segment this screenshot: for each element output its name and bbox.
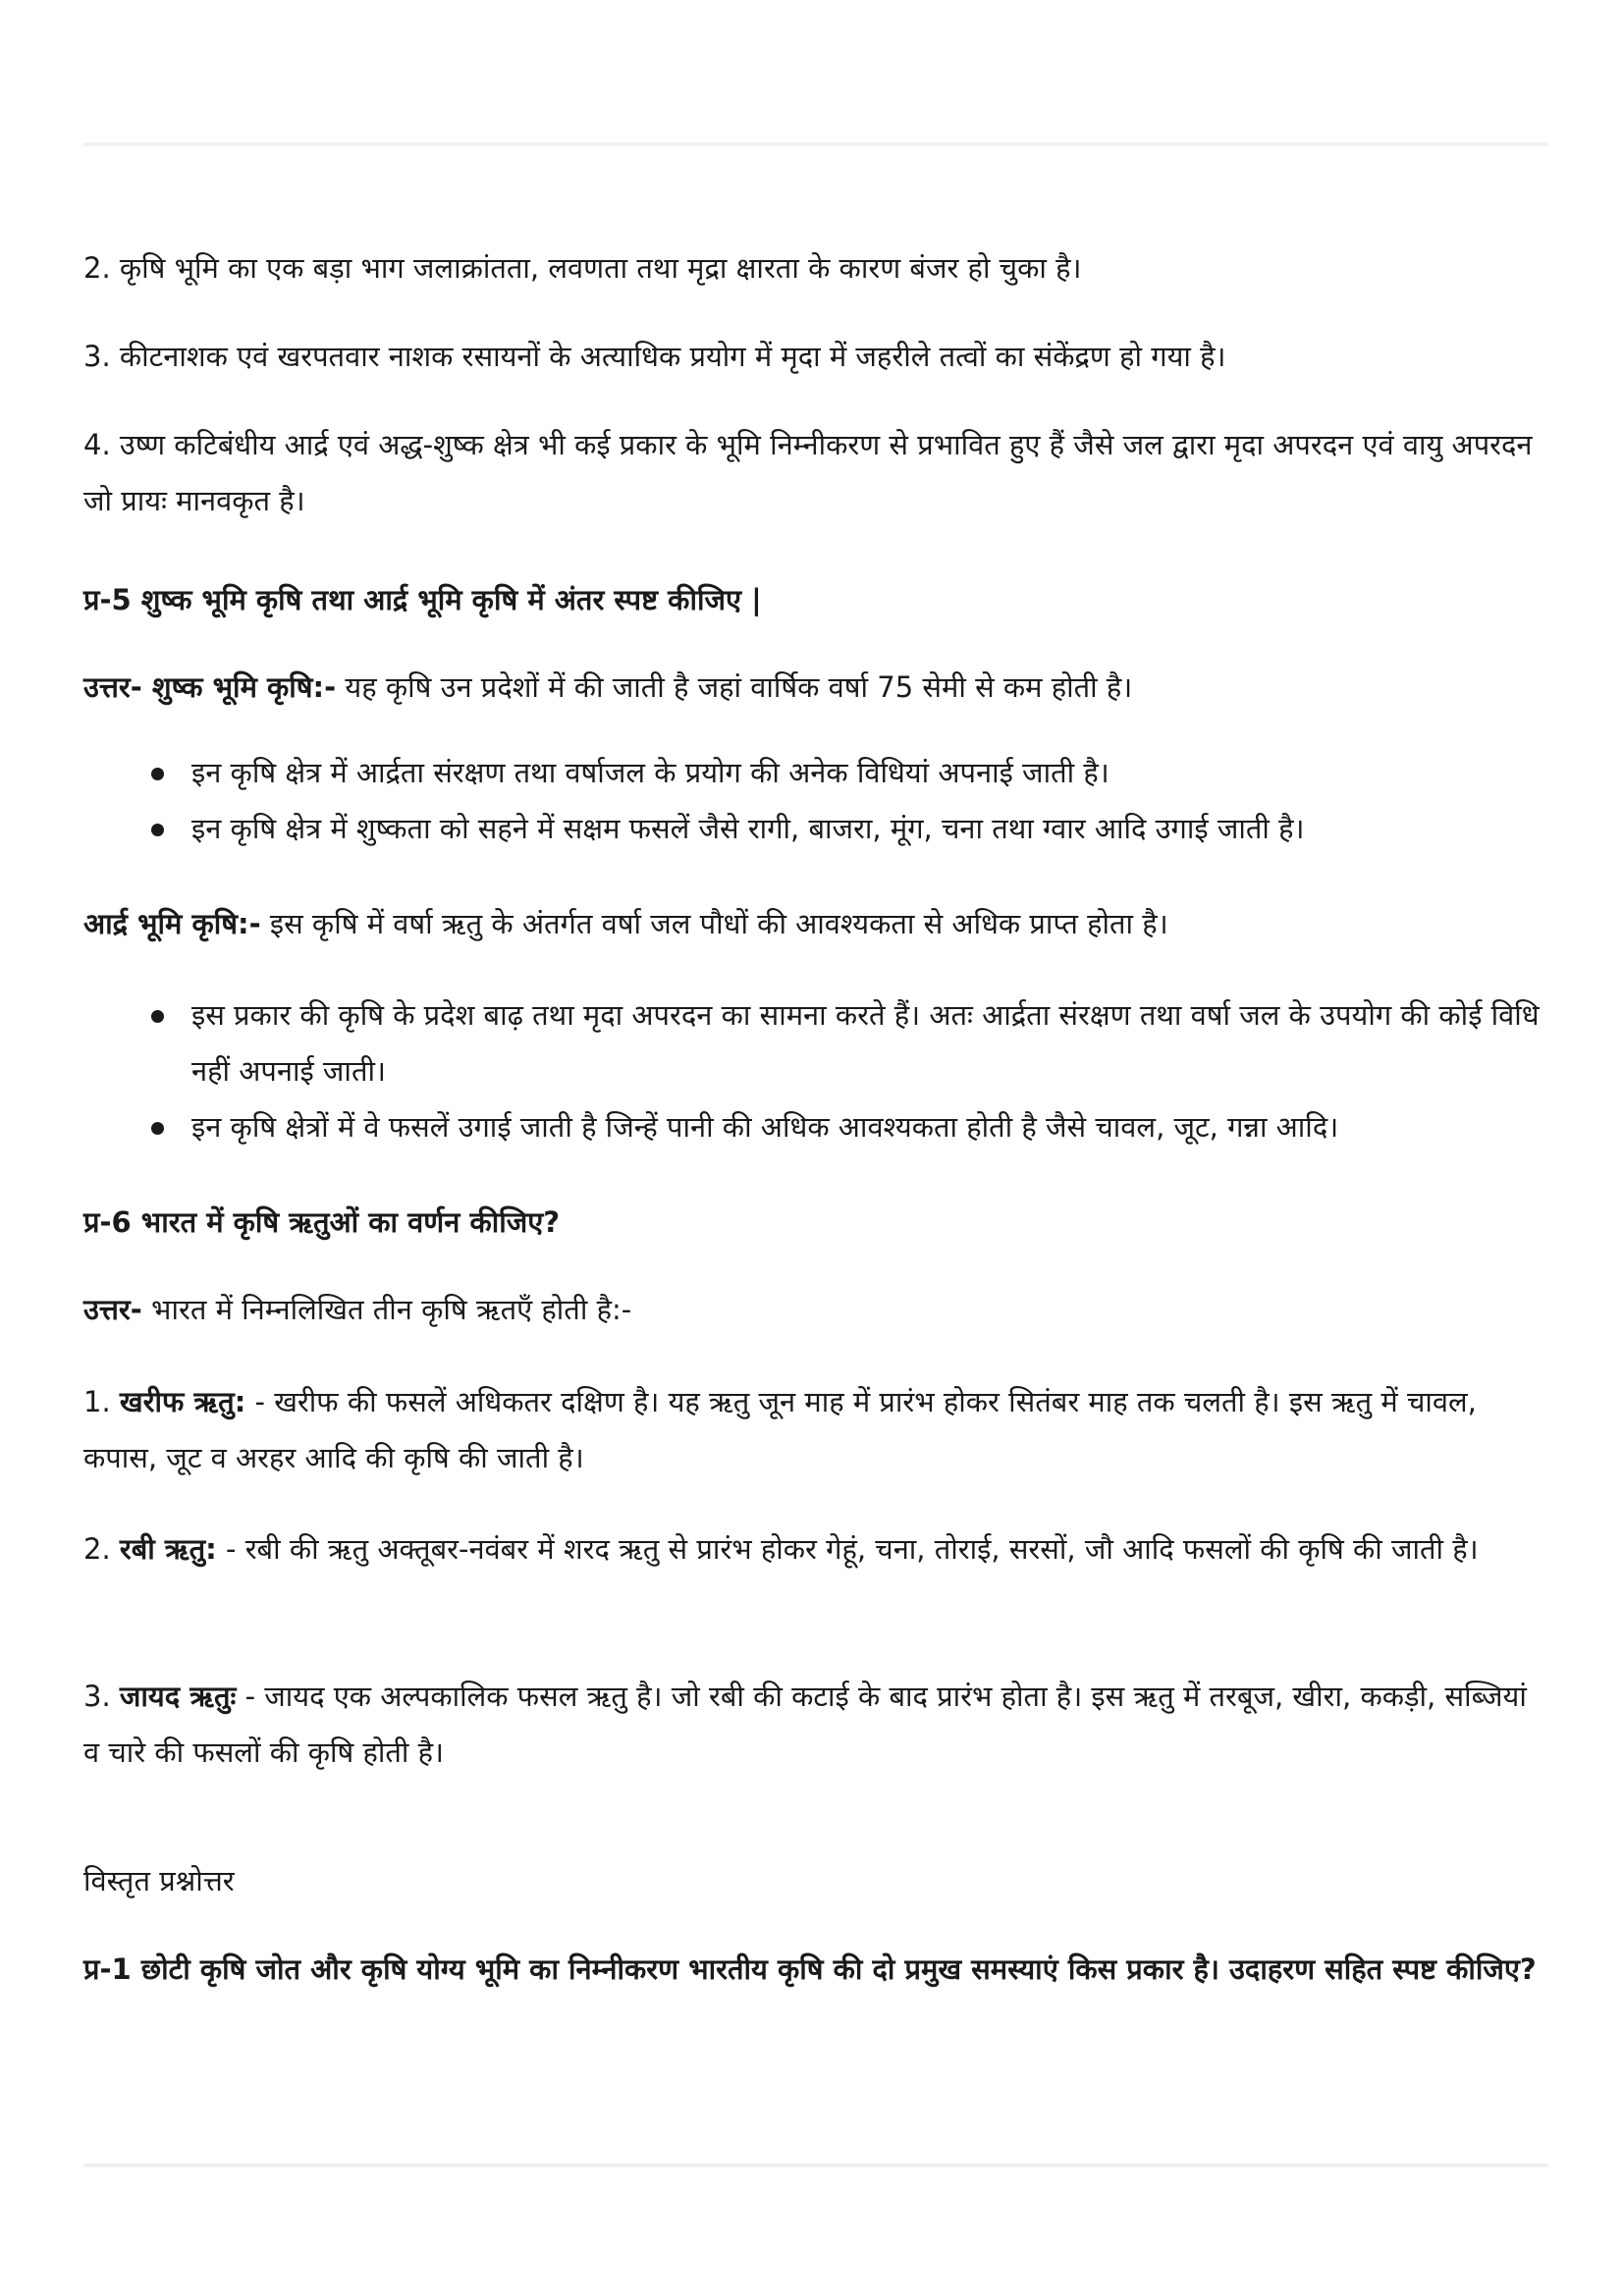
wet-land-label: आर्द्र भूमि कृषि:- <box>83 907 261 940</box>
bullet-icon <box>151 1010 164 1023</box>
season-zaid: 3. जायद ऋतुः - जायद एक अल्पकालिक फसल ऋतु है। जो रबी की कटाई के बाद प्रारंभ होता है। इस ऋतु में तरबूज, खीरा, ककड़ी, सब्जियां व चारे की फसलों की कृषि होती है। <box>83 1680 1527 1769</box>
dry-land-answer <box>83 660 1546 716</box>
wet-land-bullets <box>83 988 1546 1155</box>
bullet-icon <box>151 1122 164 1135</box>
season-name: रबी ऋतु: <box>119 1532 217 1566</box>
question-6: प्र-6 भारत में कृषि ऋतुओं का वर्णन कीजिए? <box>83 1205 561 1239</box>
point-2: 2. कृषि भूमि का एक बड़ा भाग जलाक्रांतता, लवणता तथा मृद्रा क्षारता के कारण बंजर हो चुका है। <box>83 251 1082 285</box>
season-name: खरीफ ऋतु: <box>119 1385 246 1418</box>
answer-text: भारत में निम्नलिखित तीन कृषि ऋतएँ होती है:- <box>141 1293 632 1326</box>
point-3: 3. कीटनाशक एवं खरपतवार नाशक रसायनों के अत्याधिक प्रयोग में मृदा में जहरीले तत्वों का संकेंद्रण हो गया है। <box>83 340 1226 373</box>
wet-land-text: इस कृषि में वर्षा ऋतु के अंतर्गत वर्षा जल पौधों की आवश्यकता से अधिक प्राप्त होता है। <box>260 907 1168 940</box>
season-name: जायद ऋतुः <box>119 1680 237 1713</box>
season-rabi: 2. रबी ऋतु: - रबी की ऋतु अक्तूबर-नवंबर में शरद ऋतु से प्रारंभ होकर गेहूं, चना, तोराई, सरसों, जौ आदि फसलों की कृषि की जाती है। <box>83 1532 1479 1566</box>
bullet-icon <box>151 824 164 836</box>
dry-land-label: उत्तर- शुष्क भूमि कृषि:- <box>83 670 337 704</box>
question-1: प्र-1 छोटी कृषि जोत और कृषि योग्य भूमि का निम्नीकरण भारतीय कृषि की दो प्रमुख समस्याएं किस प्रकार है। उदाहरण सहित स्पष्ट कीजिए? <box>83 1952 1537 1986</box>
dry-land-bullets <box>83 745 1546 857</box>
bottom-divider <box>83 2163 1548 2167</box>
list-item: इन कृषि क्षेत्र में शुष्कता को सहने में सक्षम फसलें जैसे रागी, बाजरा, मूंग, चना तथा ग्वार आदि उगाई जाती है। <box>83 801 1546 857</box>
list-item: इन कृषि क्षेत्र में आर्द्रता संरक्षण तथा वर्षाजल के प्रयोग की अनेक विधियां अपनाई जाती है। <box>83 745 1546 801</box>
bullet-icon <box>151 768 164 780</box>
list-item: इस प्रकार की कृषि के प्रदेश बाढ़ तथा मृदा अपरदन का सामना करते हैं। अतः आर्द्रता संरक्षण तथा वर्षा जल के उपयोग की कोई विधि नहीं अपनाई जाती। <box>83 988 1546 1099</box>
section-heading: विस्तृत प्रश्नोत्तर <box>83 1864 235 1897</box>
seasons-answer <box>83 1282 1546 1338</box>
dry-land-text: यह कृषि उन प्रदेशों में की जाती है जहां वार्षिक वर्षा 75 सेमी से कम होती है। <box>336 670 1133 704</box>
point-4: 4. उष्ण कटिबंधीय आर्द्र एवं अद्ध-शुष्क क्षेत्र भी कई प्रकार के भूमि निम्नीकरण से प्रभावित हुए हैं जैसे जल द्वारा मृदा अपरदन एवं वायु अपरदन जो प्रायः मानवकृत है। <box>83 428 1533 517</box>
season-kharif: 1. खरीफ ऋतु: - खरीफ की फसलें अधिकतर दक्षिण है। यह ऋतु जून माह में प्रारंभ होकर सितंबर माह तक चलती है। इस ऋतु में चावल, कपास, जूट व अरहर आदि की कृषि की जाती है। <box>83 1385 1477 1474</box>
list-item: इन कृषि क्षेत्रों में वे फसलें उगाई जाती है जिन्हें पानी की अधिक आवश्यकता होती है जैसे चावल, जूट, गन्ना आदि। <box>83 1099 1546 1155</box>
answer-label: उत्तर- <box>83 1293 142 1326</box>
top-divider <box>83 142 1548 146</box>
question-5: प्र-5 शुष्क भूमि कृषि तथा आर्द्र भूमि कृषि में अंतर स्पष्ट कीजिए | <box>83 583 762 616</box>
wet-land-answer <box>83 896 1546 952</box>
